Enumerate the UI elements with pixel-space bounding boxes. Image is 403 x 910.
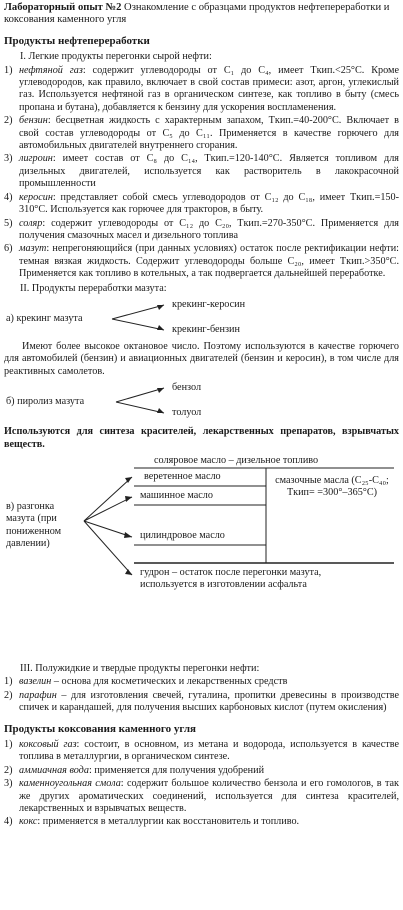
subheading-solid-products: III. Полужидкие и твердые продукты перегонки нефти:: [20, 662, 260, 674]
distillation-source: в) разгонка мазута (при пониженном давлении): [6, 500, 62, 550]
cracking-root: а) крекинг мазута: [6, 312, 83, 324]
distillation-lubricating-oils: смазочные масла (C₂₅-C₄₀; Tкип= =300°–365°C): [275, 474, 389, 499]
list-item: 1) вазелин – основа для косметических и лекарственных средств: [4, 676, 288, 688]
list-item: 6) мазут: непрегоняющийся (при данных условиях) остаток после ректификации нефти: темная вязкая жидкость. Содержит углеводороды больше C₂₀, имеет Tкип.>350°C. Применяется как топливо в котельных, а так подвергается дальнейшей переработке.: [4, 243, 399, 280]
distillation-cylinder-oil: цилиндровое масло: [140, 529, 225, 541]
list-item: 1) коксовый газ: состоит, в основном, из метана и водорода, используется в качестве топлива в металлургии, в органическом синтезе.: [4, 739, 399, 763]
section-heading-oil: Продукты нефтепереработки: [4, 34, 150, 47]
coal-products-list: [4, 739, 399, 829]
distillation-solar-oil: соляровое масло – дизельное топливо: [154, 454, 319, 466]
list-item: 3) лигроин: имеет состав от C₈ до C₁₄, Tкип.=120-140°C. Является топливом для дизельных двигателей, используется как растворитель в лакокрасочной промышленности: [4, 153, 399, 190]
list-item: 2) аммиачная вода: применяется для получения удобрений: [4, 764, 265, 776]
list-item: 3) каменноугольная смола: содержит большое количество бензола и его гомологов, в так же других ароматических соединений, используется для синтеза красителей, лекарственных и взрывчатых веществ.: [4, 778, 400, 815]
list-item: 5) соляр: содержит углеводороды от C₁₂ до C₂₀, Tкип.=270-350°C. Применяется для получения смазочных масел и дизельного топлива: [4, 217, 399, 241]
pyrolysis-note: Используются для синтеза красителей, лекарственных препаратов, взрывчатых веществ.: [4, 426, 399, 450]
subheading-light-products: I. Легкие продукты перегонки сырой нефти:: [20, 51, 212, 63]
section-heading-coal: Продукты коксования каменного угля: [4, 722, 196, 735]
page-title: [4, 2, 399, 27]
distillation-machine-oil: машинное масло: [140, 489, 213, 501]
cracking-note: Имеют более высокое октановое число. Поэтому используются в качестве горючего для автомобилей (бензин) и авиационных двигателей (бензин и керосин), в том числе для реактивных самолетов.: [4, 340, 399, 377]
subheading-mazut-products: II. Продукты переработки мазута:: [20, 282, 167, 294]
pyrolysis-branch-toluene: толуол: [172, 407, 202, 419]
distillation-tar: гудрон – остаток после перегонки мазута, используется в изготовлении асфальта: [140, 566, 322, 591]
list-item: 2) парафин – для изготовления свечей, гуталина, пропитки древесины в производстве спичек и карандашей, для получения высших карбоновых кислот (путем окисления): [4, 689, 399, 714]
pyrolysis-scheme: [4, 382, 399, 420]
cracking-branch-gasoline: крекинг-бензин: [172, 323, 240, 335]
light-products-list: [4, 65, 399, 281]
pyrolysis-branch-benzene: бензол: [172, 382, 202, 394]
list-item: 2) бензин: бесцветная жидкость с характерным запахом, Tкип.=40-200°C. Включает в свой состав углеводороды от C₅ до C₁₁. Применяется в качестве горючего для автомобильных двигателей внутреннего сгорания.: [4, 115, 399, 152]
title-bold: Лабораторный опыт №2: [4, 2, 122, 13]
cracking-branch-kerosene: крекинг-керосин: [172, 298, 246, 310]
list-item: 1) нефтяной газ: содержит углеводороды от C₁ до C₄, имеет Tкип.<25°C. Кроме углеводородов, как правило, включает в свой состав примеси: азот, аргон, углекислый газ. Используется нефтяной газ в органическом синтезе, как топливо в быту (смесь пропана и бутана), добавляется к бензину для ускорения воспламенения.: [4, 64, 399, 113]
list-item: 4) керосин: представляет собой смесь углеводородов от C₁₂ до C₁₈, имеет Tкип.=150-310°C. Используется как горючее для тракторов, в быту.: [4, 191, 399, 216]
title-rest: Ознакомление с образцами продуктов нефтепереработки и коксования каменного угля: [4, 2, 390, 26]
pyrolysis-root: б) пиролиз мазута: [6, 396, 85, 408]
list-item: 4) кокс: применяется в металлургии как восстановитель и топливо.: [4, 816, 300, 828]
distillation-scheme: [4, 453, 399, 663]
solid-products-list: [4, 676, 399, 714]
cracking-scheme: [4, 299, 399, 337]
distillation-spindle-oil: веретенное масло: [144, 470, 221, 482]
